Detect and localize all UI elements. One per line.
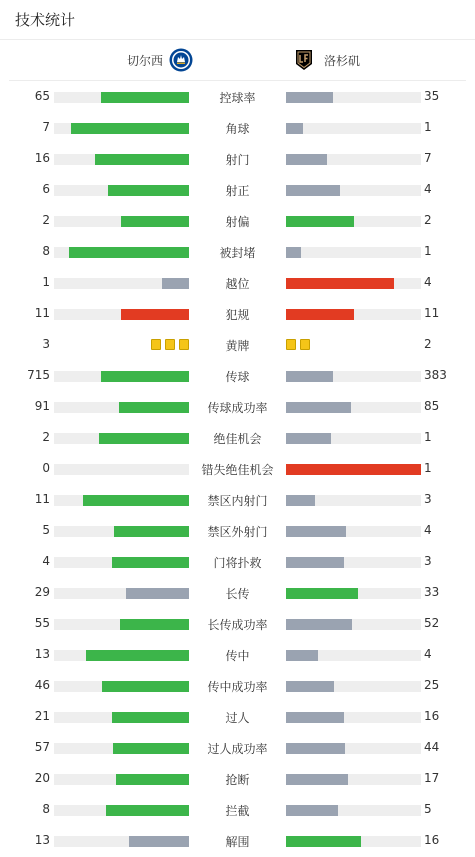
home-bar-track bbox=[54, 836, 189, 847]
lafc-crest-icon bbox=[292, 48, 316, 72]
away-value: 25 bbox=[424, 678, 440, 692]
away-bar-track bbox=[286, 588, 421, 599]
away-value: 1 bbox=[424, 120, 432, 134]
away-bar-fill bbox=[286, 216, 354, 227]
home-bar-track bbox=[54, 154, 189, 165]
away-bar-track bbox=[286, 92, 421, 103]
stat-row[interactable] bbox=[0, 236, 475, 267]
home-bar-fill bbox=[102, 681, 189, 692]
home-value: 13 bbox=[34, 833, 50, 847]
away-bar-track bbox=[286, 743, 421, 754]
stat-label: 传球成功率 bbox=[207, 401, 268, 415]
home-value: 2 bbox=[42, 213, 50, 227]
away-bar-track bbox=[286, 774, 421, 785]
stat-row[interactable] bbox=[0, 391, 475, 422]
stat-row[interactable] bbox=[0, 546, 475, 577]
yellow-card-icon bbox=[151, 339, 161, 350]
away-bar-fill bbox=[286, 247, 301, 258]
away-bar-track bbox=[286, 495, 421, 506]
stat-label: 越位 bbox=[225, 277, 250, 291]
home-bar-fill bbox=[126, 588, 189, 599]
stat-label: 禁区内射门 bbox=[207, 494, 268, 508]
home-bar-track bbox=[54, 247, 189, 258]
away-bar-fill bbox=[286, 650, 318, 661]
stat-row[interactable] bbox=[0, 515, 475, 546]
away-value: 383 bbox=[424, 368, 447, 382]
away-bar-fill bbox=[286, 495, 315, 506]
stat-label: 解围 bbox=[225, 835, 250, 849]
stat-row[interactable] bbox=[0, 794, 475, 825]
home-bar-track bbox=[54, 185, 189, 196]
stat-label: 控球率 bbox=[219, 91, 256, 105]
away-bar-fill bbox=[286, 123, 303, 134]
away-bar-fill bbox=[286, 836, 361, 847]
home-bar-fill bbox=[108, 185, 189, 196]
yellow-card-icon bbox=[165, 339, 175, 350]
home-value: 20 bbox=[34, 771, 50, 785]
home-bar-fill bbox=[113, 743, 189, 754]
home-bar-fill bbox=[69, 247, 189, 258]
away-value: 1 bbox=[424, 244, 432, 258]
home-bar-track bbox=[54, 805, 189, 816]
home-bar-track bbox=[54, 433, 189, 444]
stat-label: 绝佳机会 bbox=[213, 432, 262, 446]
away-bar-track bbox=[286, 681, 421, 692]
home-value: 46 bbox=[34, 678, 50, 692]
away-bar-fill bbox=[286, 681, 334, 692]
home-bar-track bbox=[54, 216, 189, 227]
home-bar-fill bbox=[112, 712, 189, 723]
away-bar-track bbox=[286, 371, 421, 382]
home-bar-track bbox=[54, 309, 189, 320]
stat-label: 传中 bbox=[225, 649, 250, 663]
stat-row[interactable] bbox=[0, 143, 475, 174]
away-bar-track bbox=[286, 650, 421, 661]
away-value: 52 bbox=[424, 616, 440, 630]
away-team-name: 洛杉矶 bbox=[324, 53, 361, 68]
away-bar-track bbox=[286, 185, 421, 196]
home-value: 65 bbox=[34, 89, 50, 103]
stat-row[interactable] bbox=[0, 205, 475, 236]
stat-label: 长传 bbox=[225, 587, 250, 601]
stat-row[interactable] bbox=[0, 701, 475, 732]
home-value: 0 bbox=[42, 461, 50, 475]
home-bar-fill bbox=[114, 526, 189, 537]
home-bar-fill bbox=[71, 123, 189, 134]
home-bar-track bbox=[54, 743, 189, 754]
away-value: 17 bbox=[424, 771, 440, 785]
stat-label: 射正 bbox=[225, 184, 250, 198]
away-bar-track bbox=[286, 557, 421, 568]
yellow-card-icon bbox=[179, 339, 189, 350]
home-bar-fill bbox=[162, 278, 189, 289]
away-value: 44 bbox=[424, 740, 440, 754]
away-bar-track bbox=[286, 247, 421, 258]
stat-row[interactable] bbox=[0, 112, 475, 143]
away-bar-fill bbox=[286, 278, 394, 289]
away-value: 3 bbox=[424, 492, 432, 506]
away-bar-track bbox=[286, 805, 421, 816]
stat-row[interactable] bbox=[0, 360, 475, 391]
home-value: 5 bbox=[42, 523, 50, 537]
home-bar-fill bbox=[101, 371, 189, 382]
stat-label: 抢断 bbox=[225, 773, 250, 787]
stats-header bbox=[0, 0, 475, 40]
home-bar-track bbox=[54, 557, 189, 568]
away-bar-fill bbox=[286, 371, 333, 382]
home-bar-track bbox=[54, 278, 189, 289]
away-bar-track bbox=[286, 402, 421, 413]
home-bar-fill bbox=[121, 216, 189, 227]
away-bar-track bbox=[286, 526, 421, 537]
away-value: 4 bbox=[424, 647, 432, 661]
away-bar-fill bbox=[286, 774, 348, 785]
away-value: 11 bbox=[424, 306, 440, 320]
home-value: 11 bbox=[34, 492, 50, 506]
away-bar-fill bbox=[286, 557, 344, 568]
stat-label: 长传成功率 bbox=[207, 618, 268, 632]
home-bar-track bbox=[54, 495, 189, 506]
teams-row bbox=[9, 40, 466, 81]
home-bar-track bbox=[54, 774, 189, 785]
stat-row[interactable] bbox=[0, 608, 475, 639]
stat-label: 射偏 bbox=[225, 215, 250, 229]
away-bar-track bbox=[286, 123, 421, 134]
away-bar-track bbox=[286, 216, 421, 227]
away-bar-track bbox=[286, 154, 421, 165]
away-value: 35 bbox=[424, 89, 440, 103]
away-team[interactable] bbox=[292, 48, 360, 72]
stat-label: 传中成功率 bbox=[207, 680, 268, 694]
away-value: 4 bbox=[424, 523, 432, 537]
home-bar-fill bbox=[119, 402, 189, 413]
home-bar-fill bbox=[86, 650, 189, 661]
home-bar-track bbox=[54, 464, 189, 475]
away-value: 4 bbox=[424, 182, 432, 196]
home-bar-fill bbox=[129, 836, 189, 847]
home-team-name: 切尔西 bbox=[126, 53, 163, 68]
away-bar-fill bbox=[286, 154, 327, 165]
stat-label: 错失绝佳机会 bbox=[201, 463, 274, 477]
stat-row[interactable] bbox=[0, 732, 475, 763]
home-value: 7 bbox=[42, 120, 50, 134]
away-value: 33 bbox=[424, 585, 440, 599]
home-value: 11 bbox=[34, 306, 50, 320]
home-value: 16 bbox=[34, 151, 50, 165]
stat-row[interactable] bbox=[0, 577, 475, 608]
home-value: 1 bbox=[42, 275, 50, 289]
away-bar-fill bbox=[286, 619, 352, 630]
away-bar-fill bbox=[286, 805, 338, 816]
away-value: 5 bbox=[424, 802, 432, 816]
home-bar-fill bbox=[112, 557, 189, 568]
stat-label: 被封堵 bbox=[219, 246, 256, 260]
away-value: 3 bbox=[424, 554, 432, 568]
stat-row[interactable] bbox=[0, 453, 475, 484]
home-bar-track bbox=[54, 92, 189, 103]
home-bar-track bbox=[54, 588, 189, 599]
home-bar-fill bbox=[116, 774, 189, 785]
stat-row[interactable] bbox=[0, 298, 475, 329]
stat-label: 犯规 bbox=[225, 308, 250, 322]
away-bar-track bbox=[286, 836, 421, 847]
home-bar-fill bbox=[99, 433, 189, 444]
home-bar-track bbox=[54, 650, 189, 661]
home-value: 55 bbox=[34, 616, 50, 630]
home-bar-fill bbox=[106, 805, 189, 816]
home-yellow-cards bbox=[151, 339, 189, 350]
stat-label: 拦截 bbox=[225, 804, 250, 818]
away-bar-fill bbox=[286, 433, 331, 444]
stat-row[interactable] bbox=[0, 174, 475, 205]
home-value: 4 bbox=[42, 554, 50, 568]
home-bar-track bbox=[54, 371, 189, 382]
home-value: 8 bbox=[42, 244, 50, 258]
home-value: 29 bbox=[34, 585, 50, 599]
away-bar-track bbox=[286, 619, 421, 630]
away-bar-fill bbox=[286, 526, 346, 537]
home-value: 6 bbox=[42, 182, 50, 196]
page-title: 技术统计 bbox=[15, 11, 76, 29]
stat-row[interactable] bbox=[0, 763, 475, 794]
home-bar-fill bbox=[83, 495, 189, 506]
stat-label: 射门 bbox=[225, 153, 250, 167]
home-value: 8 bbox=[42, 802, 50, 816]
stat-label: 禁区外射门 bbox=[207, 525, 268, 539]
away-value: 16 bbox=[424, 833, 440, 847]
home-bar-track bbox=[54, 712, 189, 723]
stat-label: 过人 bbox=[225, 711, 250, 725]
home-bar-track bbox=[54, 402, 189, 413]
home-value: 2 bbox=[42, 430, 50, 444]
stat-label: 黄牌 bbox=[225, 339, 250, 353]
away-value: 1 bbox=[424, 461, 432, 475]
stat-label: 门将扑救 bbox=[213, 556, 262, 570]
home-bar-fill bbox=[95, 154, 189, 165]
stat-label: 角球 bbox=[225, 122, 250, 136]
chelsea-crest-icon bbox=[169, 48, 193, 72]
away-bar-fill bbox=[286, 712, 344, 723]
stat-row[interactable] bbox=[0, 639, 475, 670]
stat-label: 传球 bbox=[225, 370, 250, 384]
stat-row[interactable] bbox=[0, 670, 475, 701]
away-value: 16 bbox=[424, 709, 440, 723]
home-bar-track bbox=[54, 123, 189, 134]
away-value: 2 bbox=[424, 213, 432, 227]
stat-row[interactable] bbox=[0, 484, 475, 515]
home-bar-fill bbox=[121, 309, 189, 320]
stat-row[interactable] bbox=[0, 329, 475, 360]
away-bar-fill bbox=[286, 743, 345, 754]
away-bar-fill bbox=[286, 464, 421, 475]
away-value: 85 bbox=[424, 399, 440, 413]
home-bar-track bbox=[54, 681, 189, 692]
away-bar-fill bbox=[286, 92, 333, 103]
yellow-card-icon bbox=[286, 339, 296, 350]
home-value: 57 bbox=[34, 740, 50, 754]
stat-row[interactable] bbox=[0, 422, 475, 453]
stat-label: 过人成功率 bbox=[207, 742, 268, 756]
away-bar-fill bbox=[286, 309, 354, 320]
home-value: 3 bbox=[42, 337, 50, 351]
away-bar-track bbox=[286, 712, 421, 723]
away-value: 7 bbox=[424, 151, 432, 165]
home-team[interactable] bbox=[127, 48, 193, 72]
stat-row[interactable] bbox=[0, 825, 475, 856]
home-value: 91 bbox=[34, 399, 50, 413]
stat-row[interactable] bbox=[0, 267, 475, 298]
home-value: 21 bbox=[34, 709, 50, 723]
home-value: 13 bbox=[34, 647, 50, 661]
home-bar-fill bbox=[120, 619, 189, 630]
away-bar-track bbox=[286, 433, 421, 444]
away-bar-fill bbox=[286, 185, 340, 196]
away-value: 1 bbox=[424, 430, 432, 444]
home-bar-track bbox=[54, 526, 189, 537]
away-bar-track bbox=[286, 464, 421, 475]
away-value: 2 bbox=[424, 337, 432, 351]
away-bar-fill bbox=[286, 588, 358, 599]
away-bar-track bbox=[286, 309, 421, 320]
away-bar-fill bbox=[286, 402, 351, 413]
home-bar-track bbox=[54, 619, 189, 630]
yellow-card-icon bbox=[300, 339, 310, 350]
home-bar-fill bbox=[101, 92, 189, 103]
away-yellow-cards bbox=[286, 339, 310, 350]
stat-row[interactable] bbox=[0, 81, 475, 112]
home-value: 715 bbox=[27, 368, 50, 382]
away-bar-track bbox=[286, 278, 421, 289]
away-value: 4 bbox=[424, 275, 432, 289]
